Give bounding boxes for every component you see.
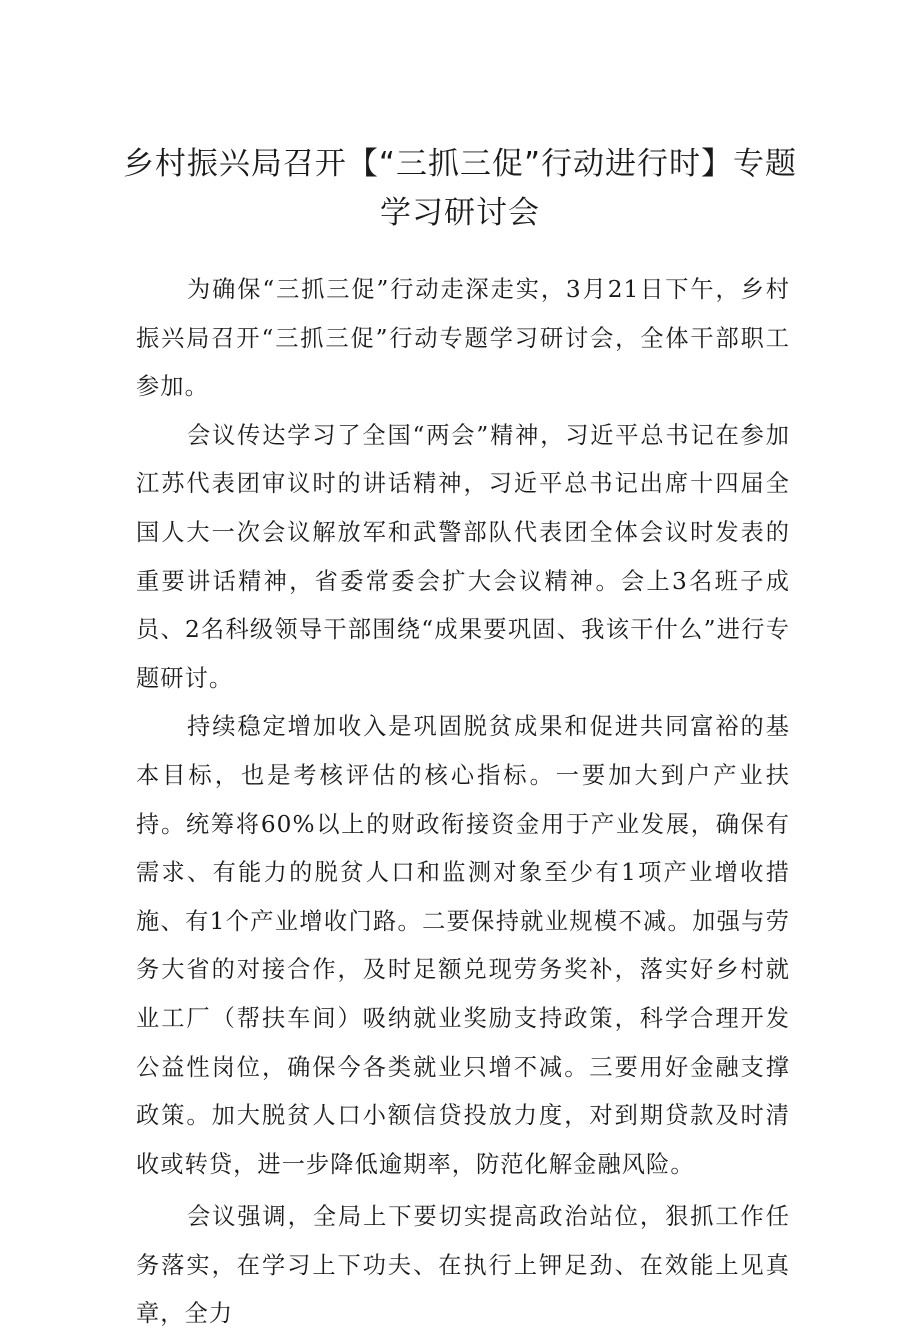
paragraph-meeting-intro: 为确保“三抓三促”行动走深走实，3月21日下午，乡村振兴局召开“三抓三促”行动专题学习研讨会，全体干部职工参加。 xyxy=(136,276,790,401)
paragraph-meeting-emphasis: 会议强调，全局上下要切实提高政治站位，狠抓工作任务落实，在学习上下功夫、在执行上钾足劲、在效能上见真章，全力 xyxy=(136,1203,790,1328)
document-title: 乡村振兴局召开【“三抓三促”行动进行时】专题学习研讨会 xyxy=(122,146,798,231)
document-body xyxy=(136,266,790,1339)
paragraph-income-measures: 持续稳定增加收入是巩固脱贫成果和促进共同富裕的基本目标，也是考核评估的核心指标。一要加大到户产业扶持。统筹将60%以上的财政衔接资金用于产业发展，确保有需求、有能力的脱贫人口和监测对象至少有1项产业增收措施、有1个产业增收门路。二要保持就业规模不减。加强与劳务大省的对接合作，及时足额兑现劳务奖补，落实好乡村就业工厂（帮扶车间）吸纳就业奖励支持政策，科学合理开发公益性岗位，确保今各类就业只增不减。三要用好金融支撑政策。加大脱贫人口小额信贷投放力度，对到期贷款及时清收或转贷，进一步降低逾期率，防范化解金融风险。 xyxy=(136,713,790,1178)
paragraph-meeting-content: 会议传达学习了全国“两会”精神，习近平总书记在参加江苏代表团审议时的讲话精神，习近平总书记出席十四届全国人大一次会议解放军和武警部队代表团全体会议时发表的重要讲话精神，省委常委会扩大会议精神。会上3名班子成员、2名科级领导干部围绕“成果要巩固、我该干什么”进行专题研讨。 xyxy=(136,421,790,692)
